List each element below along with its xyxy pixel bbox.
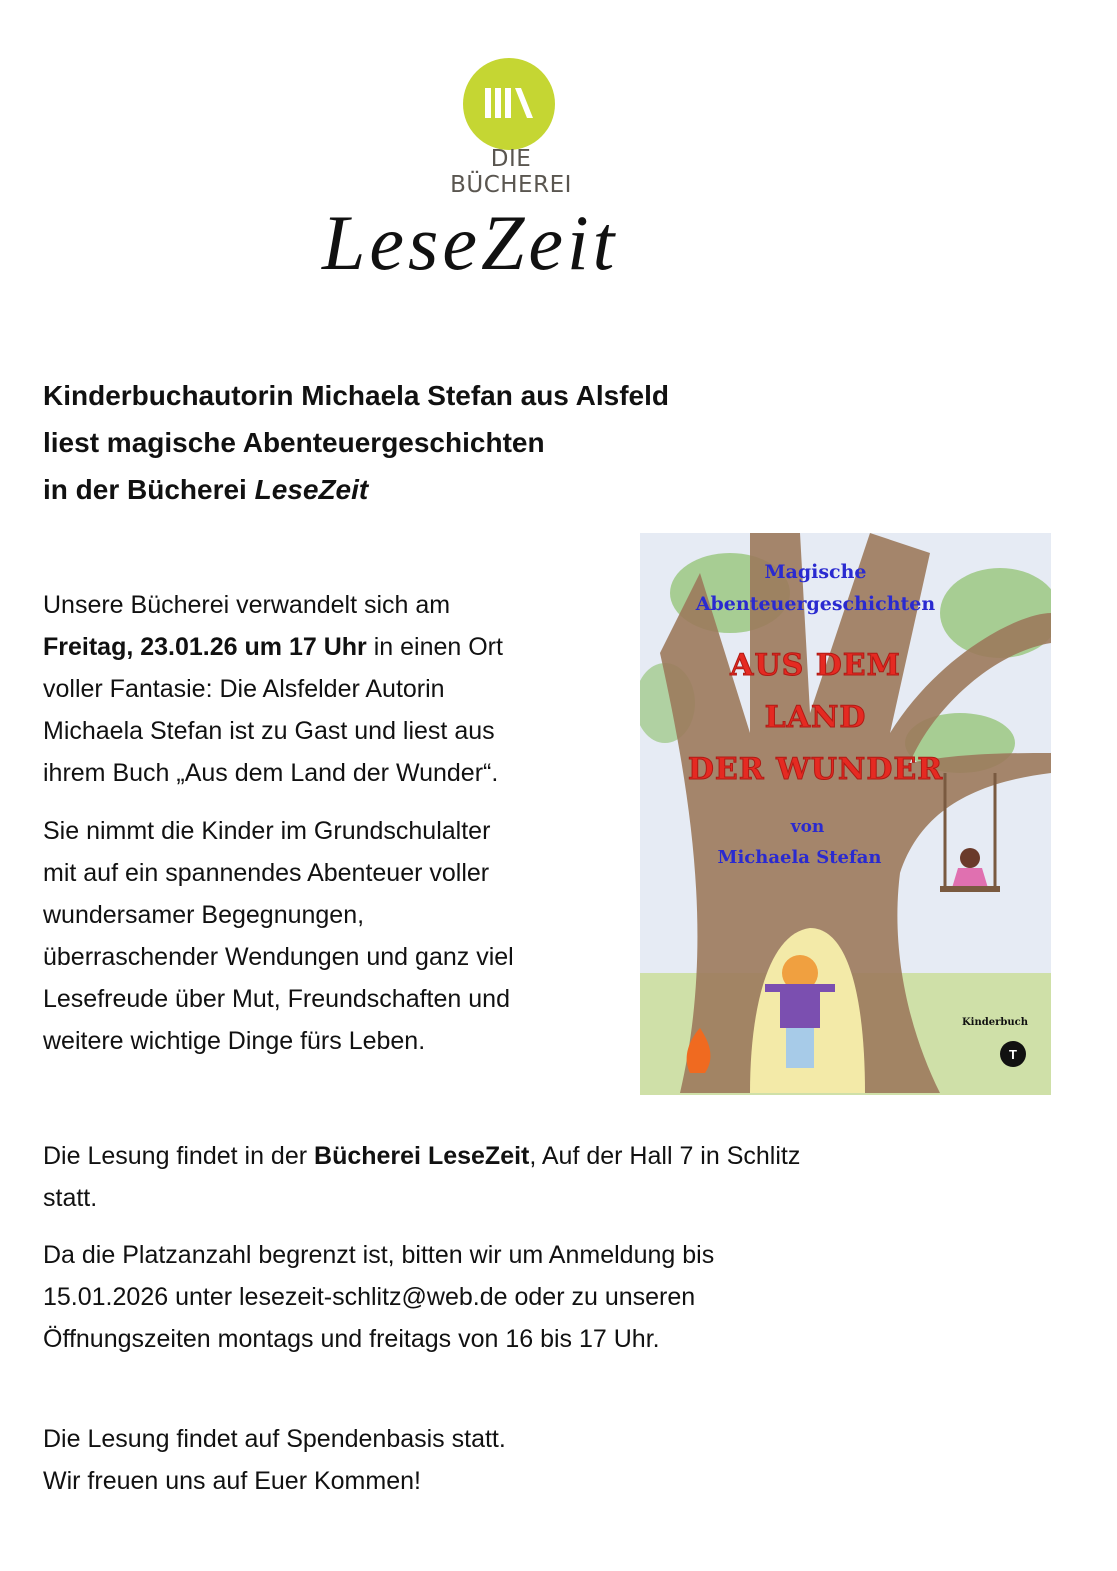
text-line: Öffnungszeiten montags und freitags von 16 bis 17 Uhr. — [43, 1325, 660, 1353]
text-line: wundersamer Begegnungen, — [43, 901, 365, 929]
lesezeit-wordmark: LeseZeit — [322, 199, 619, 286]
intro-paragraph — [43, 584, 503, 794]
text-line: voller Fantasie: Die Alsfelder Autorin — [43, 675, 445, 703]
cover-title: DER WUNDER — [687, 752, 944, 787]
cover-title: LAND — [764, 700, 867, 735]
text-line: überraschender Wendungen und ganz viel — [43, 943, 514, 971]
text-line: Wir freuen uns auf Euer Kommen! — [43, 1467, 421, 1495]
text-line: Unsere Bücherei verwandelt sich am — [43, 591, 451, 619]
event-heading — [43, 372, 669, 513]
text-line: 15.01.2026 unter lesezeit-schlitz@web.de oder zu unseren — [43, 1283, 696, 1311]
event-date: Freitag, 23.01.26 um 17 Uhr — [43, 633, 367, 661]
text-line: Da die Platzanzahl begrenzt ist, bitten wir um Anmeldung bis — [43, 1241, 715, 1269]
heading-italic: LeseZeit — [254, 474, 369, 505]
cover-title: AUS DEM — [730, 648, 901, 683]
text-line: ihrem Buch „Aus dem Land der Wunder“. — [43, 759, 499, 787]
location-paragraph — [43, 1135, 800, 1219]
text-line: Lesefreude über Mut, Freundschaften und — [43, 985, 510, 1013]
cover-by: von — [790, 817, 825, 837]
text-line — [43, 626, 503, 668]
text-line: Sie nimmt die Kinder im Grundschulalter — [43, 817, 491, 845]
text-line: weitere wichtige Dinge fürs Leben. — [43, 1027, 426, 1055]
heading-line — [43, 466, 669, 513]
closing-paragraph — [43, 1418, 506, 1502]
library-name: DIE BÜCHEREI — [450, 146, 572, 198]
text: in einen Ort — [366, 633, 503, 661]
text: , Auf der Hall 7 in Schlitz — [529, 1142, 801, 1170]
text: Die Lesung findet in der — [43, 1142, 315, 1170]
text-line: Die Lesung findet auf Spendenbasis statt. — [43, 1425, 506, 1453]
cover-label: Kinderbuch — [961, 1017, 1028, 1028]
cover-author: Michaela Stefan — [717, 847, 882, 868]
description-paragraph — [43, 810, 514, 1062]
heading-line: liest magische Abenteuergeschichten — [43, 427, 545, 458]
text-line: Michaela Stefan ist zu Gast und liest aus — [43, 717, 495, 745]
svg-text:T: T — [1009, 1047, 1017, 1062]
text-line: statt. — [43, 1184, 98, 1212]
registration-paragraph — [43, 1234, 714, 1360]
heading-text: in der Bücherei — [43, 474, 255, 505]
venue-name: Bücherei LeseZeit — [314, 1142, 530, 1170]
cover-illustration — [640, 533, 1051, 1095]
library-logo — [463, 58, 555, 150]
books-icon — [463, 58, 555, 150]
cover-subtitle: Abenteuergeschichten — [695, 593, 936, 615]
text-line: mit auf ein spannendes Abenteuer voller — [43, 859, 490, 887]
book-cover — [640, 533, 1051, 1095]
text-line — [43, 1135, 800, 1177]
cover-subtitle: Magische — [764, 561, 867, 583]
heading-line: Kinderbuchautorin Michaela Stefan aus Alsfeld — [43, 380, 669, 411]
